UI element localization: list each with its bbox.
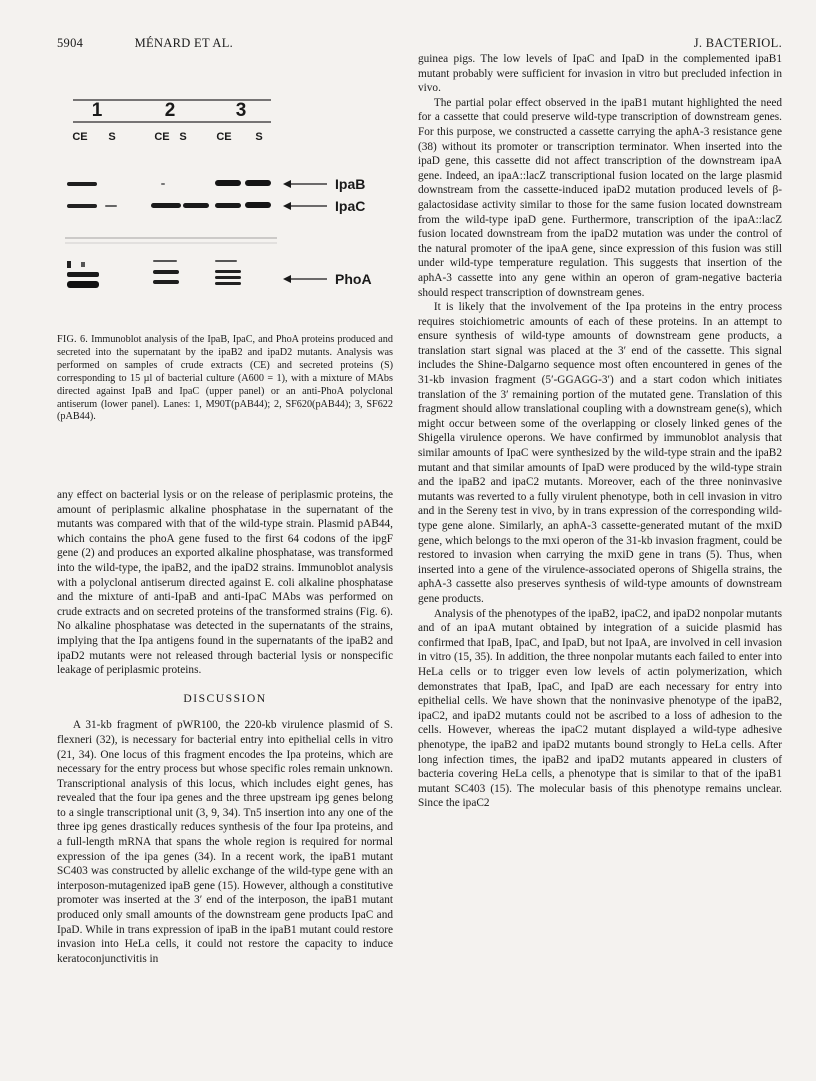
paragraph: It is likely that the involvement of the Ipa proteins in the entry process requires stoichiometric amounts of each of these proteins. In an attempt to ensure synthesis of wild-type amounts of downstream gene products, a translation start signal was placed at the 3′ end of the cassette. This signal includes the Shine-Dalgarno sequence most often encountered in genes of the 31-kb invasion fragment (5′-GGAGG-3′) and a start codon which initiates translation of the 3′ remaining portion of the mutated gene. Translation of this fragment should allow translational coupling with a downstream gene(s), which might occur between some of the overlapping or closely linked genes of the Shigella virulence operons. We have confirmed by immunoblot analysis that similar amounts of IpaC were synthesized by the wild-type strain and the ipaB2 mutant and that similar amounts of IpaD were produced by the wild-type strain and the ipaB2 and ipaC2 mutants. Moreover, each of the three noninvasive mutants was reverted to a fully virulent phenotype, both in cell invasion in vitro and in the Sereny test in vivo, by in trans expression of the corresponding wild-type gene alone. Similarly, an aphA-3 cassette-generated mutant of the mxiD gene, which belongs to the mxi operon of the 31-kb invasion fragment, could be restored to invasion when carrying the mxiD gene in trans (5). Thus, when inserted into a gene of the virulence-associated operons of Shigella strains, the aphA-3 cassette also preserves synthesis of wild-type amounts of downstream gene products. [418, 301, 782, 605]
journal-name: J. BACTERIOL. [693, 36, 782, 50]
paragraph: guinea pigs. The low levels of IpaC and IpaD in the complemented ipaB1 mutant probably were sufficient for invasion in vitro but precluded infection in vivo. [418, 53, 782, 95]
section-heading-discussion: DISCUSSION [183, 691, 267, 705]
figure-immunoblot [57, 88, 393, 328]
arrow-phoa [283, 275, 327, 283]
page-number: 5904 [57, 36, 84, 50]
band-phoa-lane1 [67, 261, 71, 268]
sublane-label-5: CE [216, 131, 232, 143]
band-label-ipac: IpaC [335, 198, 366, 214]
sublane-label-2: S [108, 131, 116, 143]
left-column [57, 488, 393, 966]
band-phoa-lane1 [67, 281, 99, 288]
paragraph: The partial polar effect observed in the ipaB1 mutant highlighted the need for a cassette that could preserve wild-type transcription of downstream genes. For this purpose, we constructed a cassette carrying the aphA-3 resistance gene (38) without its promoter or transcription terminator. When inserted into the ipaD gene, this cassette did not affect transcription of the downstream ipaA gene. Indeed, an ipaA::lacZ transcriptional fusion located on the large plasmid downstream from the cassette-induced ipaD2 mutation produced levels of β-galactosidase activity similar to those for the same fusion located downstream from the wild-type ipaD gene. Furthermore, transcription of the ipaA::lacZ fusion located downstream from the ipaD2 mutation was under the control of the natural promoter of the ipaA gene, since expression of this fusion was still under wild-type temperature regulation. This suggests that insertion of the aphA-3 cassette into any gene within an operon of gram-negative bacteria should respect transcription of downstream genes. [418, 96, 782, 299]
band-label-ipab: IpaB [335, 176, 366, 192]
arrow-ipab [283, 180, 327, 188]
sublane-label-6: S [255, 131, 263, 143]
band-ipac-lane3-s [245, 202, 271, 208]
band-ipab-lane1-ce [67, 182, 97, 186]
figure-caption-text: Immunoblot analysis of the IpaB, IpaC, and PhoA proteins produced and secreted into the supernatant by the ipaB2 and ipaD2 mutants. Analysis was performed on samples of crude extracts (CE) and secreted proteins (S) corresponding to 15 µl of bacterial culture (A600 = 1), with a mixture of MAbs directed against IpaB and IpaC (upper panel) or an anti-PhoA polyclonal antiserum (lower panel). Lanes: 1, M90T(pAB44); 2, SF620(pAB44); 3, SF622 (pAB44). [57, 334, 393, 423]
band-label-phoa: PhoA [335, 271, 372, 287]
immunoblot-image [57, 88, 393, 328]
sublane-label-3: CE [154, 131, 170, 143]
band-ipab-lane2-ce [161, 183, 165, 185]
sublane-label-4: S [179, 131, 187, 143]
band-ipab-lane3-s [245, 180, 271, 186]
band-phoa-lane3 [215, 282, 241, 285]
right-column [418, 52, 782, 811]
paragraph: A 31-kb fragment of pWR100, the 220-kb virulence plasmid of S. flexneri (32), is necessary for bacterial entry into epithelial cells in vitro (21, 34). One locus of this fragment encodes the Ipa proteins, which are necessary for the entry process but whose specific roles remain unknown. Transcriptional analysis of this locus, which includes eight genes, has revealed that the four ipa genes and the three upstream ipg genes belong to a single transcriptional unit (3, 9, 34). Tn5 insertion into any one of the three ipg genes drastically reduces synthesis of the four Ipa proteins, and a full-length mRNA that spans the whole region is required for normal expression of the ipa genes (34). In a recent work, the ipaB1 mutant SC403 was constructed by allelic exchange of the wild-type gene with an interposon-mutagenized ipaB gene (15). However, although a constitutive promoter was inserted at the 3′ end of the interposon, the ipaB1 mutant produced only small amounts of the downstream gene products IpaC and IpaD. While in trans expression of ipaB in the ipaB1 mutant could restore invasion into HeLa cells, it could not restore the capacity to induce keratoconjunctivitis in [57, 719, 393, 965]
lane-number-3: 3 [235, 100, 247, 121]
band-ipac-lane1-ce [67, 204, 97, 208]
band-phoa-lane2 [153, 280, 179, 284]
band-phoa-lane2 [153, 260, 177, 262]
band-phoa-lane3 [215, 276, 241, 279]
sublane-label-1: CE [72, 131, 88, 143]
band-ipab-lane3-ce [215, 180, 241, 186]
band-phoa-lane2 [153, 270, 179, 274]
running-header-left [57, 36, 233, 51]
band-ipac-lane1-s [105, 205, 117, 207]
lane-number-1: 1 [91, 100, 103, 121]
band-phoa-lane1 [81, 262, 85, 267]
band-phoa-lane3 [215, 270, 241, 273]
band-phoa-lane1 [67, 272, 99, 277]
lane-number-2: 2 [164, 100, 176, 121]
figure-caption [57, 334, 393, 424]
running-authors: MÉNARD ET AL. [134, 36, 234, 50]
band-ipac-lane2-ce [151, 203, 181, 208]
band-phoa-lane3 [215, 260, 237, 262]
band-ipac-lane2-s [183, 203, 209, 208]
band-ipac-lane3-ce [215, 203, 241, 208]
paragraph: Analysis of the phenotypes of the ipaB2, ipaC2, and ipaD2 nonpolar mutants and of an ipaA mutant obtained by integration of a suicide plasmid has confirmed that IpaB, IpaC, and IpaD, but not IpaA, are involved in cell invasion in vitro (15, 35). In addition, the three nonpolar mutants each failed to enter into HeLa cells or to trigger even low levels of actin polymerization, which demonstrates that IpaB, IpaC, and IpaD are each necessary for entry into epithelial cells. We have shown that the noninvasive phenotype of the ipaB2, ipaC2, and ipaD2 mutants could not be ascribed to a loss of adhesion to the cells. However, whereas the ipaC2 mutant displayed a wild-type adhesive phenotype, the ipaB2 and ipaD2 mutants bound strongly to HeLa cells. After long infection times, the ipaB2 and ipaD2 mutants appeared in clusters of bacteria covering HeLa cells, a phenotype that is similar to that of the ipaB1 mutant SC403 (15). The molecular basis of this phenotype remains unclear. Since the ipaC2 [418, 607, 782, 810]
paragraph: any effect on bacterial lysis or on the release of periplasmic proteins, the amount of periplasmic alkaline phosphatase in the supernatant of the mutants was compared with that of the wild-type strain. Plasmid pAB44, which contains the phoA gene fused to the first 64 codons of the ipgF gene (2) and produces an exported alkaline phosphatase, was transformed into the wild-type, the ipaB2, and the ipaD2 strains. Immunoblot analysis with a polyclonal antiserum directed against E. coli alkaline phosphatase and the mixture of anti-IpaB and anti-IpaC MAbs was performed on crude extracts and on secreted proteins of the transformed strains (Fig. 6). No alkaline phosphatase was detected in the supernatants of the strains, implying that the Ipa antigens found in the supernatants of the ipaB2 and ipaD2 mutants were not released through bacterial lysis or nonspecific leakage of periplasmic proteins. [57, 489, 393, 677]
figure-label: FIG. 6. [57, 334, 89, 345]
arrow-ipac [283, 202, 327, 210]
